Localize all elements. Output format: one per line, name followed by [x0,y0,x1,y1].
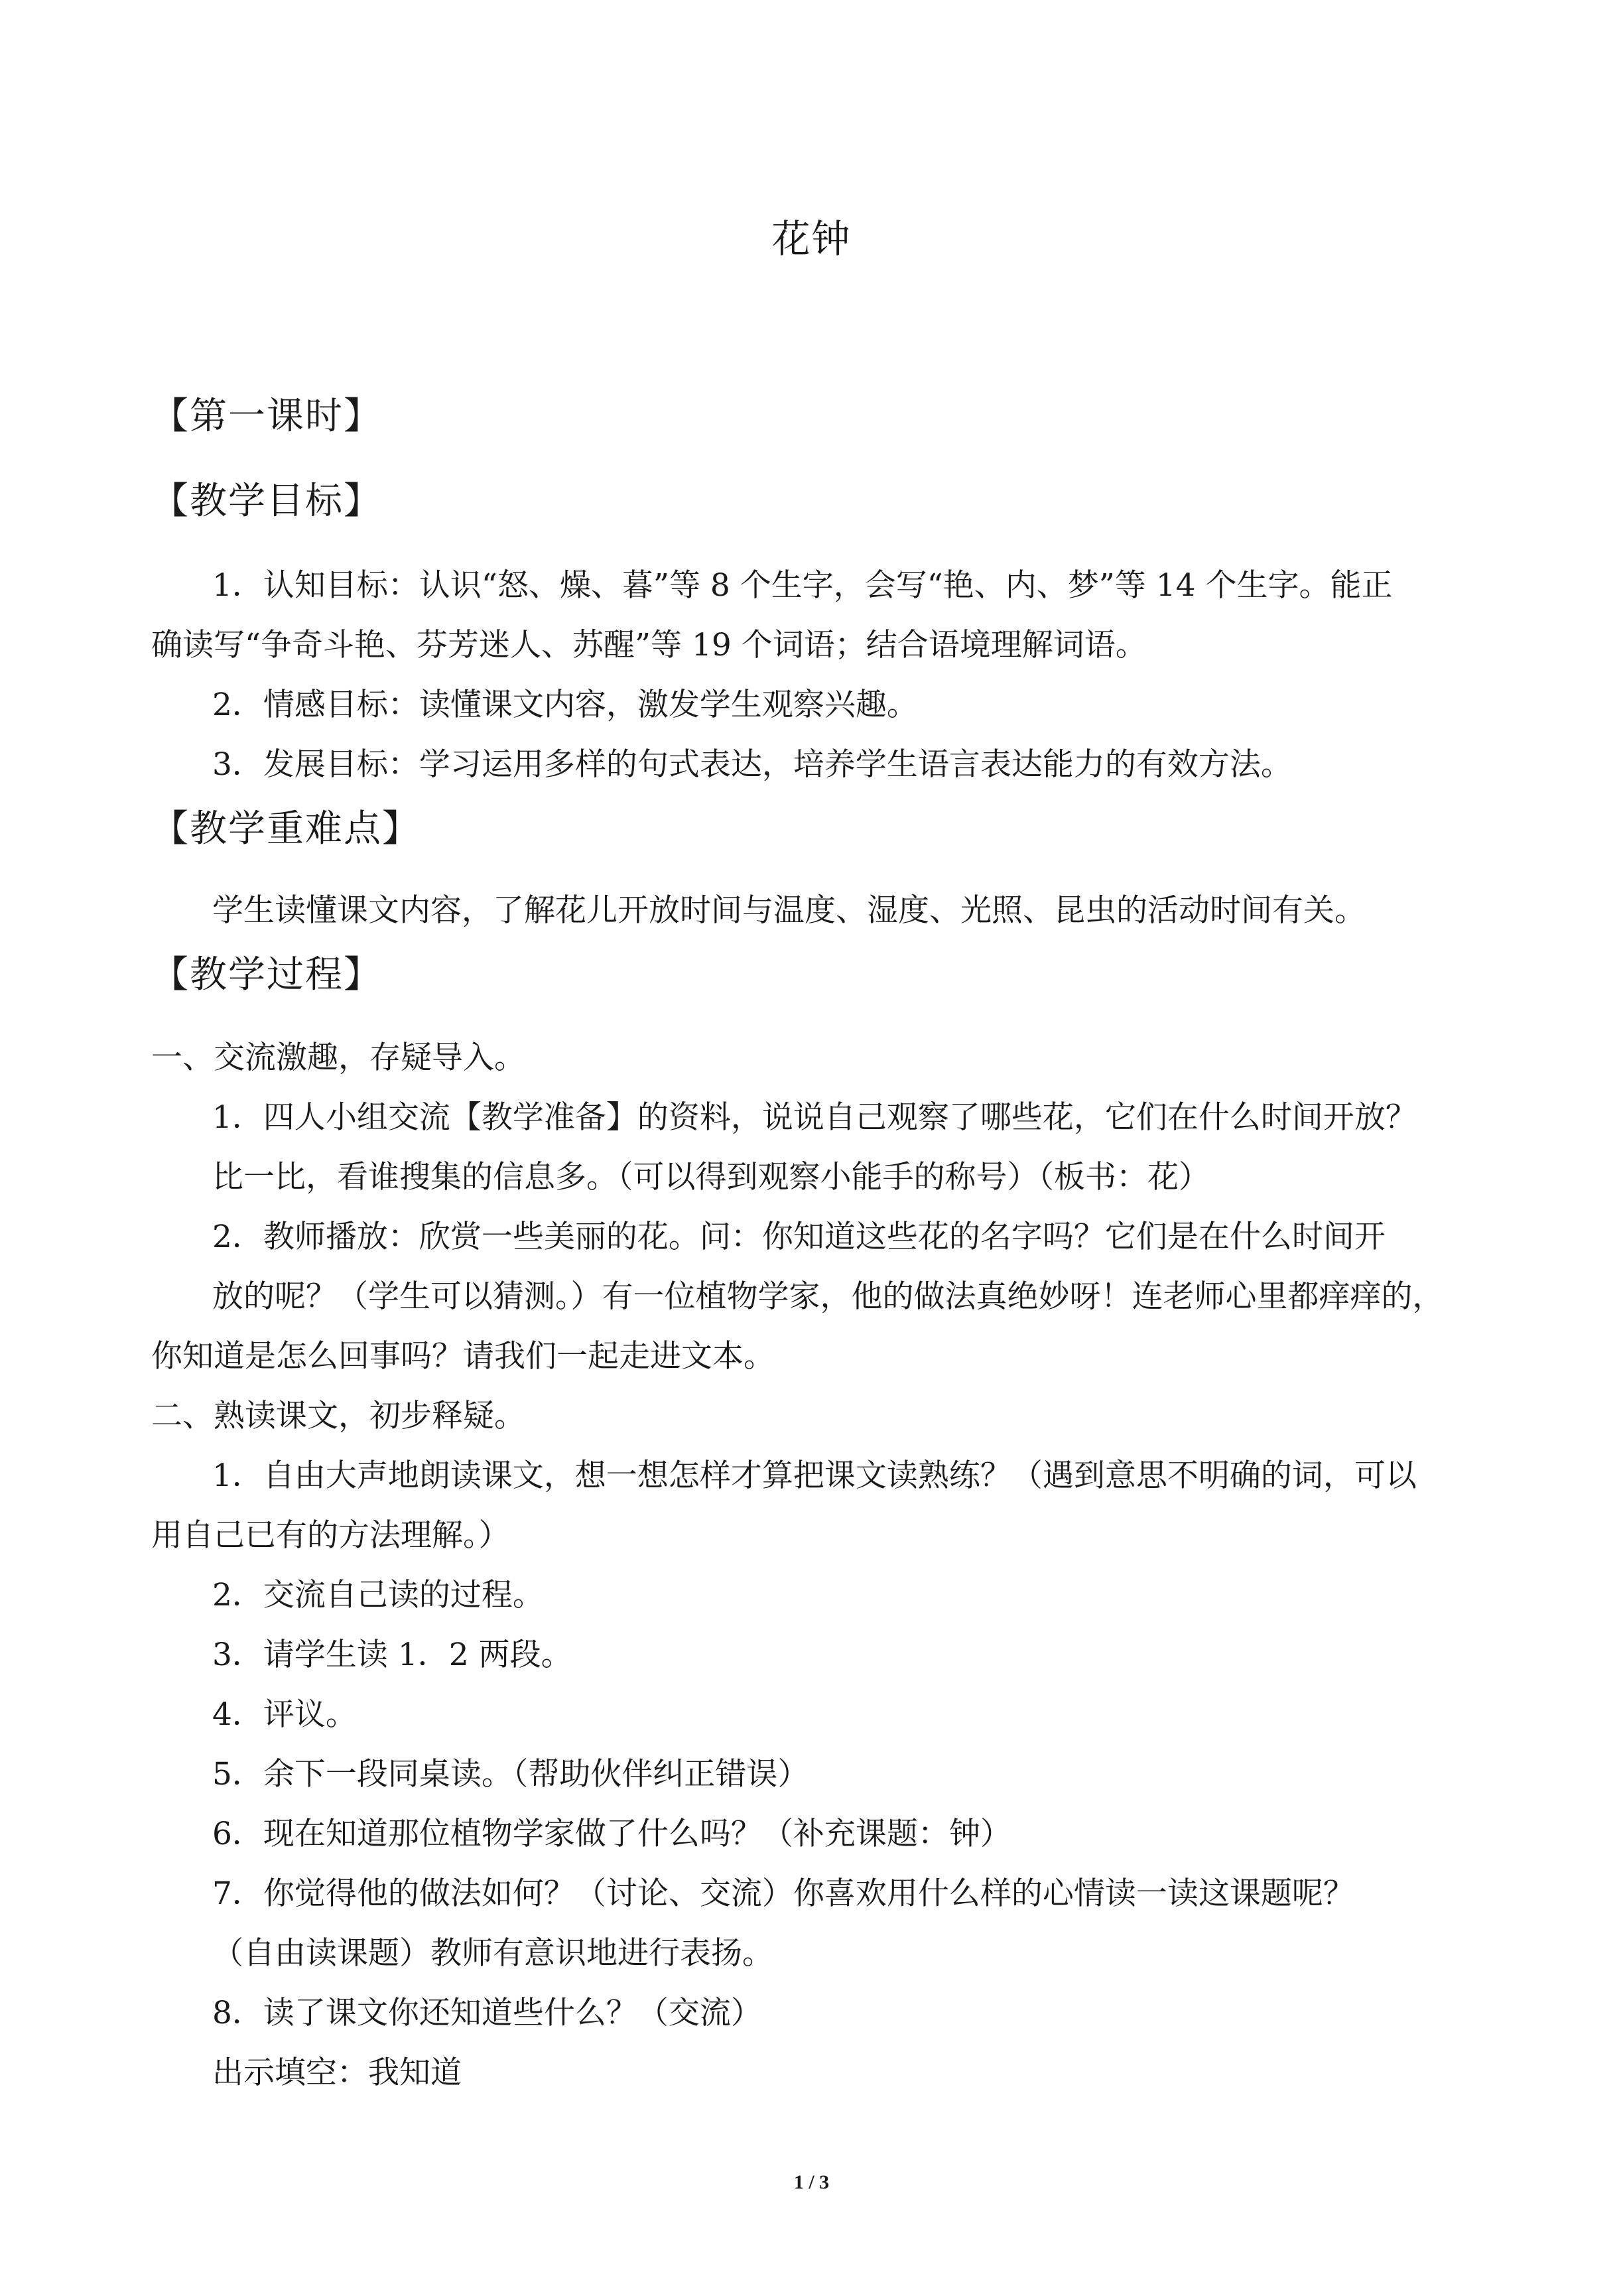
key-points-text: 学生读懂课文内容，了解花儿开放时间与温度、湿度、光照、昆虫的活动时间有关。 [212,892,1366,929]
s2-item-3: 3．请学生读 1．2 两段。 [212,1637,572,1673]
s2-item-5: 5．余下一段同桌读。（帮助伙伴纠正错误） [212,1756,809,1792]
s2-item-7-line-2: （自由读课题）教师有意识地进行表扬。 [212,1935,773,1972]
s2-item-8: 8．读了课文你还知道些什么？（交流） [212,1995,762,2031]
s2-item-2: 2．交流自己读的过程。 [212,1577,544,1613]
goal-1-line-1: 1．认知目标：认识“怒、燥、暮”等 8 个生字，会写“艳、内、梦”等 14 个生字。能正 [212,567,1393,604]
page-number: 1 / 3 [793,2171,830,2193]
s2-item-1-line-1: 1．自由大声地朗读课文，想一想怎样才算把课文读熟练？（遇到意思不明确的词，可以 [212,1457,1417,1494]
heading-key-points: 【教学重难点】 [151,807,421,850]
heading-goals: 【教学目标】 [151,480,382,523]
goal-3: 3．发展目标：学习运用多样的句式表达，培养学生语言表达能力的有效方法。 [212,746,1292,783]
heading-lesson: 【第一课时】 [151,395,382,438]
s1-item-1-line-2: 比一比，看谁搜集的信息多。（可以得到观察小能手的称号）（板书：花） [212,1159,1210,1195]
s1-item-2-line-2: 放的呢？（学生可以猜测。）有一位植物学家，他的做法真绝妙呀！连老师心里都痒痒的， [212,1278,1444,1315]
s2-item-1-line-2: 用自己已有的方法理解。） [151,1517,510,1554]
s1-item-1-line-1: 1．四人小组交流【教学准备】的资料，说说自己观察了哪些花，它们在什么时间开放？ [212,1099,1417,1136]
fill-blank-prompt: 出示填空：我知道 [212,2055,462,2091]
s1-item-2-line-1: 2．教师播放：欣赏一些美丽的花。问：你知道这些花的名字吗？它们是在什么时间开 [212,1219,1386,1255]
s1-item-2-line-3: 你知道是怎么回事吗？请我们一起走进文本。 [151,1338,775,1375]
process-section-1-title: 一、交流激趣，存疑导入。 [151,1040,525,1076]
goal-1-line-2: 确读写“争奇斗艳、芬芳迷人、苏醒”等 19 个词语；结合语境理解词语。 [151,627,1147,663]
process-section-2-title: 二、熟读课文，初步释疑。 [151,1398,525,1434]
s2-item-7-line-1: 7．你觉得他的做法如何？（讨论、交流）你喜欢用什么样的心情读一读这课题呢？ [212,1875,1354,1912]
s2-item-6: 6．现在知道那位植物学家做了什么吗？（补充课题：钟） [212,1816,1011,1852]
heading-process: 【教学过程】 [151,953,382,996]
s2-item-4: 4．评议。 [212,1696,357,1733]
goal-2: 2．情感目标：读懂课文内容，激发学生观察兴趣。 [212,687,918,723]
document-title: 花钟 [771,216,852,261]
